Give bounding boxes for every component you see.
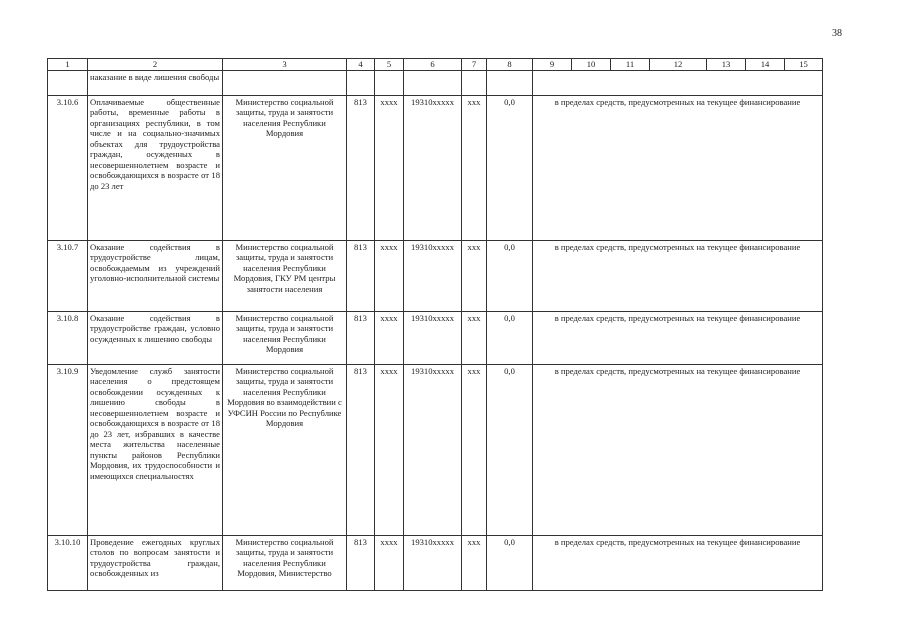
code-grbs: 813 [347, 241, 375, 312]
amount-col8: 0,0 [487, 96, 533, 241]
table-row [48, 365, 823, 536]
column-number-5: 5 [375, 59, 404, 71]
code-vr: ххх [462, 241, 487, 312]
table-row [48, 96, 823, 241]
responsible-executor: Министерство социальной защиты, труда и занятости населения Республики Мордовия [223, 312, 347, 365]
code-csr: 19310ххххх [404, 96, 462, 241]
amount-col8: 0,0 [487, 365, 533, 536]
funding-note: в пределах средств, предусмотренных на текущее финансирование [533, 536, 823, 591]
row-number: 3.10.7 [48, 241, 88, 312]
row-number [48, 71, 88, 96]
measure-name: Оказание содействия в трудоустройстве лицам, освобождаемым из учреждений уголовно-исполнительной системы [88, 241, 223, 312]
code-csr [404, 71, 462, 96]
column-number-1: 1 [48, 59, 88, 71]
code-grbs: 813 [347, 96, 375, 241]
code-vr: ххх [462, 365, 487, 536]
row-number: 3.10.8 [48, 312, 88, 365]
code-vr: ххх [462, 312, 487, 365]
funding-note: в пределах средств, предусмотренных на текущее финансирование [533, 312, 823, 365]
table-row [48, 241, 823, 312]
column-number-2: 2 [88, 59, 223, 71]
table-row [48, 71, 823, 96]
funding-note: в пределах средств, предусмотренных на текущее финансирование [533, 241, 823, 312]
code-rzpr: хххх [375, 536, 404, 591]
code-vr [462, 71, 487, 96]
measure-name: наказание в виде лишения свободы [88, 71, 223, 96]
funding-note: в пределах средств, предусмотренных на текущее финансирование [533, 96, 823, 241]
amount-col8: 0,0 [487, 312, 533, 365]
row-number: 3.10.6 [48, 96, 88, 241]
amount-col8: 0,0 [487, 536, 533, 591]
responsible-executor: Министерство социальной защиты, труда и занятости населения Республики Мордовия, ГКУ РМ центры занятости населения [223, 241, 347, 312]
amount-col8 [487, 71, 533, 96]
code-rzpr: хххх [375, 96, 404, 241]
column-number-10: 10 [572, 59, 611, 71]
amount-col8: 0,0 [487, 241, 533, 312]
row-number: 3.10.9 [48, 365, 88, 536]
table-row [48, 312, 823, 365]
code-rzpr: хххх [375, 241, 404, 312]
code-csr: 19310ххххх [404, 365, 462, 536]
column-number-3: 3 [223, 59, 347, 71]
column-number-8: 8 [487, 59, 533, 71]
funding-note: в пределах средств, предусмотренных на текущее финансирование [533, 365, 823, 536]
column-number-12: 12 [650, 59, 707, 71]
code-csr: 19310ххххх [404, 241, 462, 312]
funding-note [533, 71, 823, 96]
column-number-15: 15 [785, 59, 823, 71]
column-number-6: 6 [404, 59, 462, 71]
code-vr: ххх [462, 96, 487, 241]
code-grbs [347, 71, 375, 96]
row-number: 3.10.10 [48, 536, 88, 591]
code-csr: 19310ххххх [404, 536, 462, 591]
code-rzpr: хххх [375, 312, 404, 365]
responsible-executor: Министерство социальной защиты, труда и занятости населения Республики Мордовия во взаимодействии с УФСИН России по Республике Мордовия [223, 365, 347, 536]
column-number-11: 11 [611, 59, 650, 71]
measure-name: Проведение ежегодных круглых столов по вопросам занятости и трудоустройства граждан, освобожденных из [88, 536, 223, 591]
responsible-executor: Министерство социальной защиты, труда и занятости населения Республики Мордовия, Министерство [223, 536, 347, 591]
measure-name: Оплачиваемые общественные работы, временные работы в организациях республики, в том числе и на социально-значимых объектах для трудоустройства граждан, осужденных в несовершеннолетнем возрасте и освобождающихся в возрасте от 18 до 23 лет [88, 96, 223, 241]
code-vr: ххх [462, 536, 487, 591]
page-number: 38 [832, 28, 842, 39]
table-row [48, 536, 823, 591]
column-number-row [48, 59, 823, 71]
responsible-executor: Министерство социальной защиты, труда и занятости населения Республики Мордовия [223, 96, 347, 241]
column-number-4: 4 [347, 59, 375, 71]
column-number-9: 9 [533, 59, 572, 71]
code-grbs: 813 [347, 312, 375, 365]
code-csr: 19310ххххх [404, 312, 462, 365]
measure-name: Оказание содействия в трудоустройстве граждан, условно осужденных к лишению свободы [88, 312, 223, 365]
code-rzpr [375, 71, 404, 96]
column-number-7: 7 [462, 59, 487, 71]
program-table [47, 58, 823, 591]
column-number-13: 13 [707, 59, 746, 71]
column-number-14: 14 [746, 59, 785, 71]
responsible-executor [223, 71, 347, 96]
code-grbs: 813 [347, 365, 375, 536]
code-rzpr: хххх [375, 365, 404, 536]
measure-name: Уведомление служб занятости населения о предстоящем освобождении осужденных к лишению свободы в несовершеннолетнем возрасте и освобождающихся в возрасте от 18 до 23 лет, избравших в качестве места жительства населенные пункты районов Республики Мордовия, их трудоспособности и имеющихся специальностях [88, 365, 223, 536]
code-grbs: 813 [347, 536, 375, 591]
